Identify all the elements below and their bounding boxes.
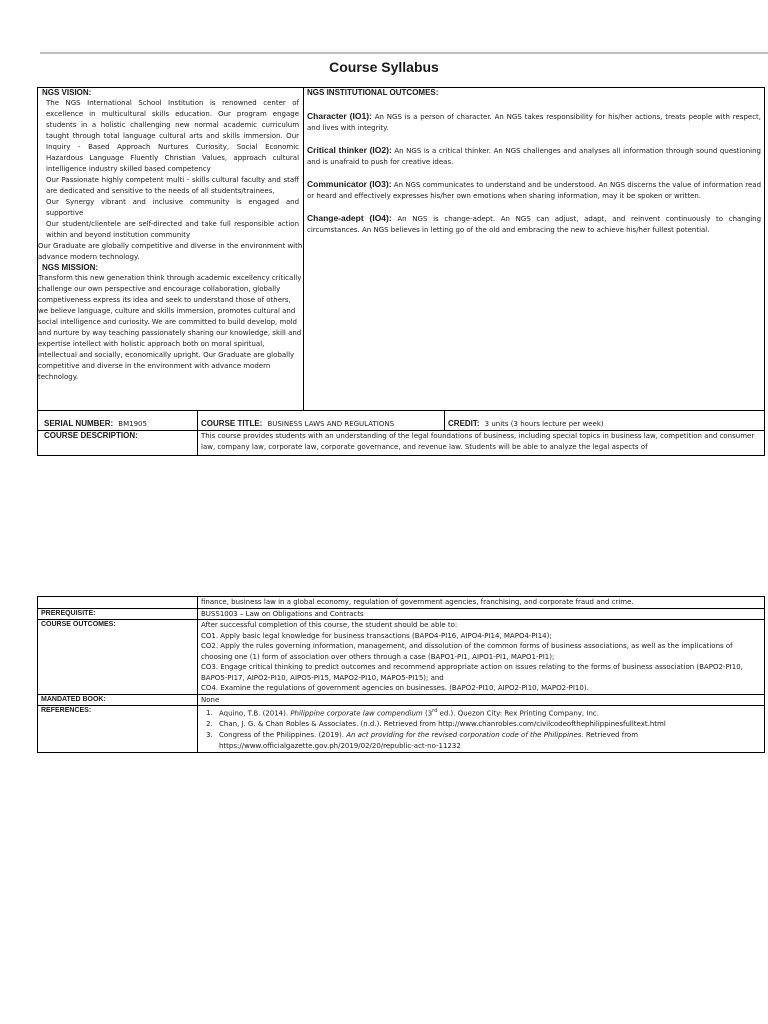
course-title-label: COURSE TITLE:: [201, 419, 263, 428]
reference-title: An act providing for the revised corporation code of the Philippines.: [346, 731, 584, 740]
references-cell: [198, 706, 765, 753]
reference-publisher: ed.). Quezon City: Rex Printing Company, Inc.: [437, 709, 599, 718]
vision-heading: NGS VISION:: [42, 88, 92, 97]
credit-value: 3 units (3 hours lecture per week): [484, 420, 604, 428]
outcome-label: Change-adept (IO4):: [307, 213, 392, 223]
vision-paragraph: Our Passionate highly competent multi - skills cultural faculty and staff are dedicated and sensitive to the needs of all students/trainees,: [46, 176, 300, 195]
page-title: Course Syllabus: [329, 59, 439, 75]
course-title-value: BUSINESS LAWS AND REGULATIONS: [267, 420, 395, 428]
outcome-item: [307, 145, 761, 168]
course-description-continued: finance, business law in a global economy, regulation of government agencies, franchising, and corporate fraud and crime.: [198, 597, 765, 609]
reference-edition: (3: [422, 709, 433, 718]
course-title-cell: [198, 411, 445, 431]
course-outcome-item: CO4. Examine the regulations of government agencies on businesses. (BAPO2-PI10, AIPO2-PI10, MAPO2-PI10).: [201, 684, 589, 692]
reference-source: Retrieved from https://www.officialgazette.gov.ph/2019/02/20/republic-act-no-11232: [219, 731, 639, 751]
vision-mission-cell: [38, 88, 304, 411]
serial-value: BM1905: [118, 420, 147, 428]
outcome-text: An NGS is a critical thinker. An NGS challenges and analyses all information through sound questioning and is unafraid to push for creative ideas.: [307, 147, 762, 166]
description-continuation-spacer: [38, 597, 198, 609]
mandated-book-label: MANDATED BOOK:: [38, 694, 198, 706]
syllabus-table-lower: [37, 596, 765, 753]
mandated-book-value: None: [198, 694, 765, 706]
vision-paragraph: Our student/clientele are self-directed and take full responsible action within and beyond institution community: [46, 220, 300, 239]
reference-title: Philippine corporate law compendium: [290, 709, 423, 718]
serial-number-cell: [38, 411, 198, 431]
mission-text: Transform this new generation think through academic excellency critically challenge our own perspective and encourage collaboration, globally competiveness express its idea and seek to understand those of others, we believe language, culture and skills immersion, promotes cultural and social intelligence and curiosity. We are committed to build develop, mold and nurture by way teaching passionately sharing our knowledge, skill and expertise intellect with holistic approach both on moral spiritual, intellectual and socially, economically upright. Our Graduate are globally competitive and diverse in the environment with advance modern technology.: [38, 274, 302, 381]
header-rule: [40, 52, 768, 54]
course-description-label: COURSE DESCRIPTION:: [38, 431, 198, 456]
course-description-text: This course provides students with an understanding of the legal foundations of business, including special topics in business law, competition and consumer law, company law, corporate law, corporate governance, and revenue law. Students will be able to analyze the legal aspects of: [198, 431, 765, 456]
credit-label: CREDIT:: [448, 419, 480, 428]
outcome-text: An NGS is a person of character. An NGS takes responsibility for his/her actions, treats people with respect, and lives with integrity.: [307, 113, 762, 132]
reference-item: 2. Chan, J. G. & Chan Robles & Associates. (n.d.). Retrieved from http://www.chanrobles.com/civilcodeofthephilippinesfulltext.html: [215, 719, 761, 730]
reference-item: [215, 730, 761, 752]
reference-item: [215, 706, 761, 719]
institutional-outcomes-cell: [304, 88, 765, 411]
course-outcome-item: CO3. Engage critical thinking to predict outcomes and recommend appropriate action on issues relating to the forms of business association (BAPO2-PI10, BAPO5-PI17, AIPO2-PI10, AIPO5-PI15, MAPO2-PI10, MAPO5-PI15); and: [201, 663, 743, 682]
course-outcome-item: CO2. Apply the rules governing information, management, and dissolution of the common forms of business associations, as well as the implications of choosing one (1) form of association over others through a case (BAPO1-PI1, AIPO1-PI1, MAPO1-PI1);: [201, 642, 733, 661]
outcome-item: [307, 111, 761, 134]
references-label: REFERENCES:: [38, 706, 198, 753]
prerequisite-label: PREREQUISITE:: [38, 608, 198, 620]
reference-author: Aquino, T.B. (2014).: [219, 709, 291, 718]
outcome-text: An NGS is change-adept. An NGS can adjust, adapt, and reinvent continuously to changing circumstances. An NGS believes in letting go of the old and embracing the new to achieve his/her fullest potential.: [307, 215, 762, 234]
vision-closing: Our Graduate are globally competitive and diverse in the environment with advance modern technology.: [38, 242, 303, 261]
reference-edition-suffix: rd: [432, 708, 438, 714]
outcomes-heading: NGS INSTITUTIONAL OUTCOMES:: [307, 88, 439, 97]
prerequisite-value: BUSS1003 – Law on Obligations and Contracts: [198, 608, 765, 620]
syllabus-table-upper: [37, 87, 765, 456]
outcome-text: An NGS communicates to understand and be understood. An NGS discerns the value of information read or heard and effectively expresses his/her own emotions when sharing information, may it be spoken or written.: [307, 181, 762, 200]
mission-heading: NGS MISSION:: [42, 263, 99, 272]
credit-cell: [445, 411, 765, 431]
outcome-label: Critical thinker (IO2):: [307, 145, 392, 155]
serial-label: SERIAL NUMBER:: [44, 419, 114, 428]
vision-paragraph: The NGS International School Institution is renowned center of excellence in multicultural skills education. Our program engage students in a holistic challenging new normal academic curriculum taught through total language cultural arts and skills immersion. Our Inquiry - Based Approach Nurtures Curiosity, Social Economic Hazardous Language Fluently Christian Values, approach cultural intelligence industry skilled based competency: [46, 99, 300, 173]
references-list: [201, 706, 761, 752]
course-outcomes-cell: [198, 620, 765, 695]
outcome-item: [307, 179, 761, 202]
course-outcomes-intro: After successful completion of this course, the student should be able to:: [201, 621, 458, 629]
course-outcomes-label: COURSE OUTCOMES:: [38, 620, 198, 695]
reference-author: Congress of the Philippines. (2019).: [219, 731, 347, 740]
outcome-label: Character (IO1):: [307, 111, 372, 121]
course-outcome-item: CO1. Apply basic legal knowledge for business transactions (BAPO4-PI16, AIPO4-PI14, MAPO4-PI14);: [201, 631, 552, 640]
vision-paragraph: Our Synergy vibrant and inclusive community is engaged and supportive: [46, 198, 300, 217]
outcome-label: Communicator (IO3):: [307, 179, 392, 189]
outcome-item: [307, 213, 761, 236]
